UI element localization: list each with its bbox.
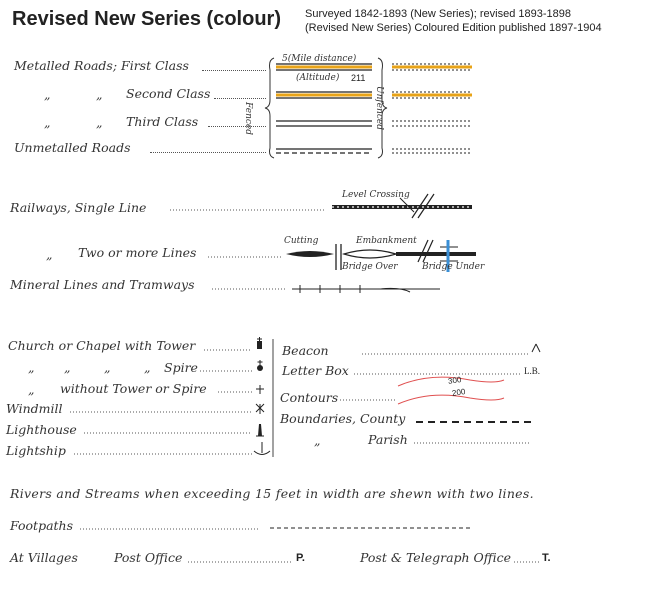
road-unmetalled-fenced bbox=[276, 149, 372, 153]
contour-value-300: 300 bbox=[447, 375, 462, 386]
label-bridge-over: Bridge Over bbox=[342, 262, 398, 272]
label-unmetalled: Unmetalled Roads bbox=[14, 140, 131, 155]
post-office-symbol: P. bbox=[296, 552, 305, 564]
label-metalled-first: Metalled Roads; First Class bbox=[14, 58, 189, 73]
label-telegraph-office: Post & Telegraph Office bbox=[360, 550, 512, 565]
label-beacon: Beacon bbox=[282, 343, 329, 358]
road-unmetalled-unfenced bbox=[392, 149, 472, 153]
note-rivers: Rivers and Streams when exceeding 15 feet in width are shewn with two lines. bbox=[10, 486, 534, 501]
label-level-crossing: Level Crossing bbox=[342, 190, 410, 200]
label-railway-single: Railways, Single Line bbox=[10, 200, 147, 215]
label-fenced: Fenced bbox=[243, 102, 253, 136]
church-spire-symbol bbox=[257, 360, 263, 371]
windmill-symbol bbox=[256, 404, 264, 414]
letter-box-symbol: L.B. bbox=[524, 366, 541, 376]
ditto-mark: „ bbox=[104, 360, 111, 375]
label-mile-distance: 5(Mile distance) bbox=[282, 54, 357, 64]
label-footpaths: Footpaths bbox=[10, 518, 74, 533]
label-second-class: Second Class bbox=[126, 86, 211, 101]
ditto-mark: „ bbox=[96, 87, 103, 102]
label-two-or-more: Two or more Lines bbox=[78, 245, 197, 260]
label-parish: Parish bbox=[368, 432, 408, 447]
label-letter-box: Letter Box bbox=[282, 363, 349, 378]
ditto-mark: „ bbox=[44, 115, 51, 130]
telegraph-symbol: T. bbox=[542, 552, 551, 564]
label-lightship: Lightship bbox=[6, 443, 66, 458]
label-windmill: Windmill bbox=[6, 401, 63, 416]
ditto-mark: „ bbox=[64, 360, 71, 375]
label-unfenced: Unfenced bbox=[374, 86, 384, 130]
label-cutting: Cutting bbox=[284, 236, 319, 246]
lighthouse-symbol bbox=[256, 424, 264, 436]
label-lighthouse: Lighthouse bbox=[6, 422, 77, 437]
label-church-tower: Church or Chapel with Tower bbox=[8, 338, 196, 353]
label-boundaries-county: Boundaries, County bbox=[280, 411, 406, 426]
label-embankment: Embankment bbox=[356, 236, 417, 246]
mineral-line-symbol bbox=[292, 285, 440, 293]
survey-info-line1: Surveyed 1842-1893 (New Series); revised 1893-1898 bbox=[305, 8, 571, 20]
road-second-class-fenced bbox=[276, 92, 372, 98]
label-altitude: (Altitude) bbox=[296, 73, 340, 83]
road-third-class-unfenced bbox=[392, 121, 472, 126]
road-third-class-fenced bbox=[276, 121, 372, 126]
beacon-symbol bbox=[532, 344, 540, 352]
label-post-office: Post Office bbox=[114, 550, 183, 565]
map-title: Revised New Series (colour) bbox=[12, 8, 281, 30]
ditto-mark: „ bbox=[28, 382, 35, 397]
church-tower-symbol bbox=[257, 337, 262, 349]
label-bridge-under: Bridge Under bbox=[422, 262, 485, 272]
road-first-class-fenced bbox=[276, 64, 372, 70]
label-spire: Spire bbox=[164, 360, 198, 375]
church-plain-symbol bbox=[256, 385, 264, 394]
road-second-class-unfenced bbox=[392, 92, 472, 98]
label-mineral-lines: Mineral Lines and Tramways bbox=[10, 277, 195, 292]
ditto-mark: „ bbox=[28, 360, 35, 375]
ditto-mark: „ bbox=[144, 360, 151, 375]
ditto-mark: „ bbox=[44, 87, 51, 102]
lightship-symbol bbox=[254, 442, 270, 455]
survey-info-line2: (Revised New Series) Coloured Edition published 1897-1904 bbox=[305, 22, 602, 34]
road-first-class-unfenced bbox=[392, 64, 472, 70]
altitude-value: 211 bbox=[351, 73, 366, 83]
label-at-villages: At Villages bbox=[10, 550, 78, 565]
contour-value-200: 200 bbox=[451, 387, 466, 398]
ditto-mark: „ bbox=[314, 433, 321, 448]
label-third-class: Third Class bbox=[126, 114, 199, 129]
ditto-mark: „ bbox=[96, 115, 103, 130]
label-without-tower: without Tower or Spire bbox=[60, 381, 207, 396]
label-contours: Contours bbox=[280, 390, 339, 405]
ditto-mark: „ bbox=[46, 247, 53, 262]
